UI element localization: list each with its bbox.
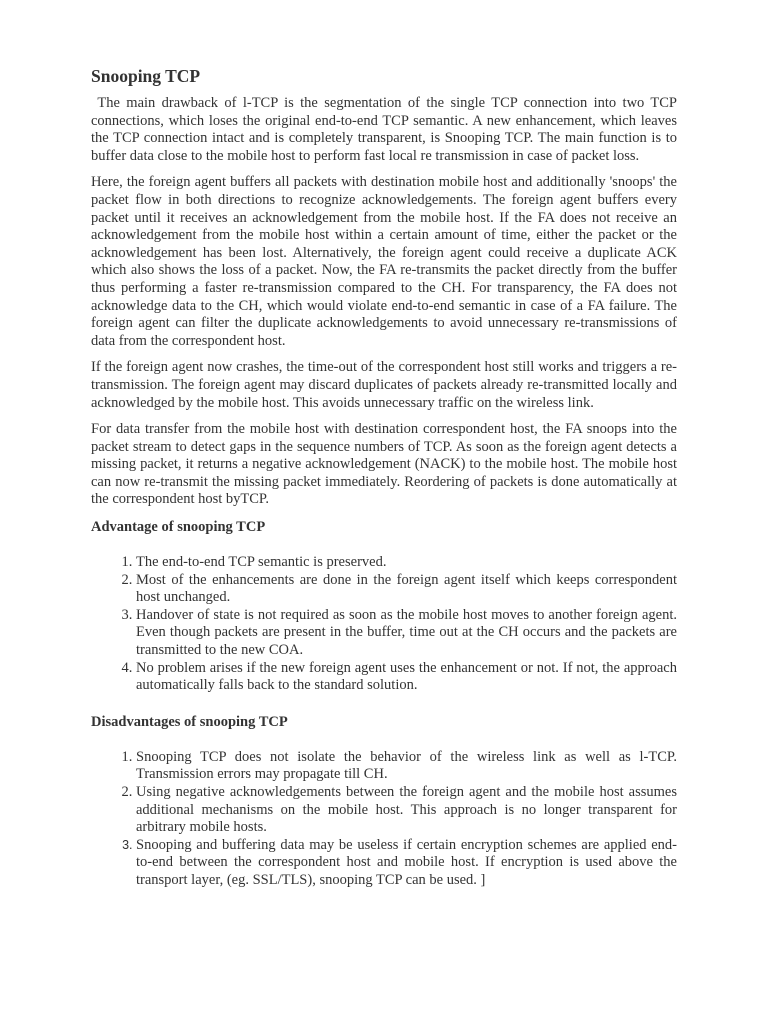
advantages-heading: Advantage of snooping TCP [91, 519, 266, 536]
advantages-list [91, 554, 677, 695]
paragraph-fa-crash: If the foreign agent now crashes, the time-out of the correspondent host still works and triggers a re-transmission. The foreign agent may discard duplicates of packets already re-transmitted locally and acknowledged by the mobile host. This avoids unnecessary traffic on the wireless link. [91, 359, 677, 411]
paragraph-reverse-direction: For data transfer from the mobile host with destination correspondent host, the FA snoops into the packet stream to detect gaps in the sequence numbers of TCP. As soon as the foreign agent detects a missing packet, it returns a negative acknowledgement (NACK) to the mobile host. The mobile host can now re-transmit the missing packet immediately. Reordering of packets is done automatically at the correspondent host byTCP. [91, 421, 677, 508]
paragraph-fa-buffering: Here, the foreign agent buffers all packets with destination mobile host and additionally 'snoops' the packet flow in both directions to recognize acknowledgements. The foreign agent buffers every packet until it receives an acknowledgement from the mobile host. If the FA does not receive an acknowledgement from the mobile host within a certain amount of time, either the packet or the acknowledgement has been lost. Alternatively, the foreign agent could receive a duplicate ACK which also shows the loss of a packet. Now, the FA re-transmits the packet directly from the buffer thus performing a faster re-transmission compared to the CH. For transparency, the FA does not acknowledge data to the CH, which would violate end-to-end semantic in case of a FA failure. The foreign agent can filter the duplicate acknowledgements to avoid unnecessary re-transmissions of data from the correspondent host. [91, 174, 677, 349]
list-item: 3. Snooping and buffering data may be useless if certain encryption schemes are applied end- to-end between the correspondent host and mobile host. If encryption is used above the transport layer, (eg. SSL/TLS), snooping TCP can be used. ] [136, 837, 677, 890]
list-item: 1. The end-to-end TCP semantic is preserved. [136, 554, 677, 572]
list-item: 2. Most of the enhancements are done in the foreign agent itself which keeps correspondent host unchanged. [136, 572, 677, 607]
page-title: Snooping TCP [91, 66, 201, 86]
disadvantages-heading: Disadvantages of snooping TCP [91, 713, 288, 730]
list-item: 2. Using negative acknowledgements between the foreign agent and the mobile host assumes additional mechanisms on the mobile host. This approach is no longer transparent for arbitrary mobile hosts. [136, 784, 677, 837]
disadvantages-list [91, 749, 677, 890]
list-item: 4. No problem arises if the new foreign agent uses the enhancement or not. If not, the approach automatically falls back to the standard solution. [136, 660, 677, 695]
list-item: 3. Handover of state is not required as soon as the mobile host moves to another foreign agent. Even though packets are present in the buffer, time out at the CH occurs and the packets are transmitted to the new COA. [136, 607, 677, 660]
list-item: 1. Snooping TCP does not isolate the behavior of the wireless link as well as l-TCP. Transmission errors may propagate till CH. [136, 749, 677, 784]
paragraph-intro: The main drawback of l-TCP is the segmentation of the single TCP connection into two TCP connections, which loses the original end-to-end TCP semantic. A new enhancement, which leaves the TCP connection intact and is completely transparent, is Snooping TCP. The main function is to buffer data close to the mobile host to perform fast local re transmission in case of packet loss. [91, 95, 681, 164]
